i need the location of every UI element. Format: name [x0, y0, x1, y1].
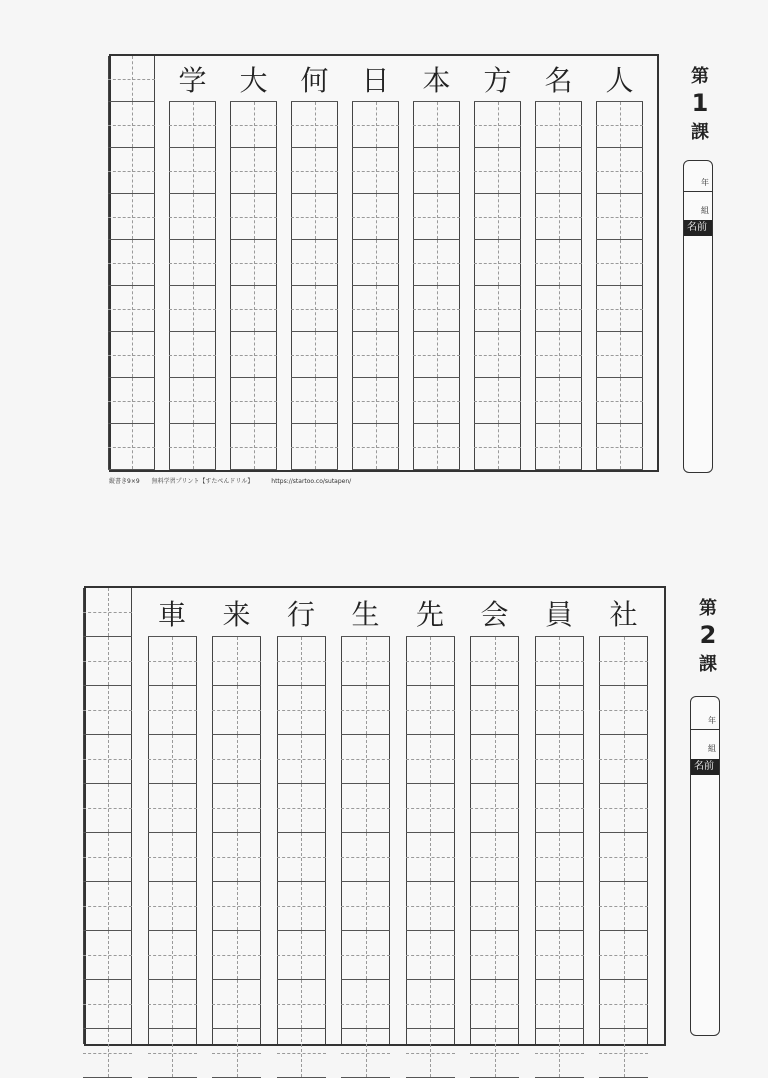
writing-cell[interactable] [535, 686, 584, 735]
writing-cell[interactable] [596, 194, 643, 240]
writing-cell[interactable] [277, 784, 326, 833]
writing-cell[interactable] [413, 378, 460, 424]
writing-column [599, 588, 648, 1044]
writing-cell[interactable] [352, 286, 399, 332]
writing-cell[interactable] [83, 980, 132, 1029]
writing-cell[interactable] [352, 102, 399, 148]
writing-cell[interactable] [108, 378, 155, 424]
lesson-suffix: 課 [691, 122, 709, 143]
writing-column [148, 588, 197, 1044]
class-label: 組 [708, 744, 716, 753]
writing-cell[interactable] [108, 56, 155, 102]
writing-cell[interactable] [406, 980, 455, 1029]
writing-grid [84, 586, 666, 1046]
writing-cell[interactable] [535, 882, 584, 931]
lesson-prefix: 第 [699, 598, 717, 619]
lesson-label [680, 62, 720, 144]
writing-column [474, 56, 521, 470]
writing-cell[interactable] [291, 194, 338, 240]
writing-cell[interactable] [277, 882, 326, 931]
writing-cell[interactable] [291, 286, 338, 332]
writing-cell[interactable] [474, 102, 521, 148]
writing-cell[interactable] [108, 424, 155, 470]
footer-series: 無料学習プリント【すたぺんドリル】 [151, 478, 254, 485]
writing-column [341, 588, 390, 1044]
writing-cell[interactable] [535, 424, 582, 470]
writing-cell[interactable] [352, 240, 399, 286]
writing-cell[interactable] [83, 882, 132, 931]
writing-cell[interactable] [535, 378, 582, 424]
model-character: 車 [157, 597, 186, 631]
writing-cell[interactable] [169, 286, 216, 332]
writing-cell[interactable] [406, 931, 455, 980]
writing-cell[interactable] [148, 980, 197, 1029]
writing-cell[interactable] [413, 240, 460, 286]
writing-cell[interactable] [406, 735, 455, 784]
writing-grid [109, 54, 659, 472]
writing-cell[interactable] [474, 332, 521, 378]
writing-cell[interactable] [474, 378, 521, 424]
writing-cell[interactable] [599, 1029, 648, 1078]
writing-cell[interactable] [599, 686, 648, 735]
lesson-suffix: 課 [699, 654, 717, 675]
writing-cell[interactable] [599, 637, 648, 686]
writing-cell[interactable] [212, 980, 261, 1029]
writing-cell[interactable] [352, 148, 399, 194]
writing-column [352, 56, 399, 470]
writing-cell[interactable] [291, 240, 338, 286]
writing-cell[interactable] [212, 833, 261, 882]
writing-cell[interactable] [148, 784, 197, 833]
writing-cell[interactable] [108, 332, 155, 378]
writing-cell[interactable] [406, 784, 455, 833]
writing-column [277, 588, 326, 1044]
writing-cell[interactable] [83, 784, 132, 833]
writing-cell[interactable] [352, 424, 399, 470]
writing-cell[interactable] [352, 332, 399, 378]
writing-cell[interactable] [277, 686, 326, 735]
model-character: 来 [222, 597, 251, 631]
writing-cell[interactable] [230, 332, 277, 378]
writing-cell[interactable] [406, 637, 455, 686]
writing-cell[interactable] [341, 735, 390, 784]
name-label: 名前 [691, 759, 719, 775]
writing-cell[interactable] [108, 194, 155, 240]
writing-cell[interactable] [169, 148, 216, 194]
footer [109, 476, 361, 485]
writing-cell[interactable] [535, 1029, 584, 1078]
model-character: 行 [286, 597, 315, 631]
writing-cell[interactable] [599, 882, 648, 931]
writing-cell[interactable] [406, 833, 455, 882]
writing-cell[interactable] [212, 1029, 261, 1078]
writing-cell[interactable] [108, 102, 155, 148]
writing-cell[interactable] [535, 240, 582, 286]
lesson-number: 2 [699, 621, 717, 649]
model-character: 人 [605, 64, 634, 97]
writing-cell[interactable] [148, 735, 197, 784]
model-character: 大 [239, 64, 268, 97]
writing-column [212, 588, 261, 1044]
model-character: 日 [361, 64, 390, 97]
lesson-label [688, 594, 728, 676]
writing-cell[interactable] [83, 637, 132, 686]
writing-cell[interactable] [277, 980, 326, 1029]
model-character: 員 [544, 597, 573, 631]
writing-cell[interactable] [535, 931, 584, 980]
writing-cell[interactable] [470, 980, 519, 1029]
writing-cell[interactable] [470, 833, 519, 882]
writing-cell[interactable] [148, 882, 197, 931]
writing-cell[interactable] [474, 424, 521, 470]
writing-cell[interactable] [169, 332, 216, 378]
name-label: 名前 [684, 220, 712, 236]
writing-cell[interactable] [352, 378, 399, 424]
model-character: 社 [609, 597, 638, 631]
writing-cell[interactable] [291, 378, 338, 424]
writing-cell[interactable] [535, 332, 582, 378]
model-character: 先 [415, 597, 444, 631]
writing-cell[interactable] [212, 882, 261, 931]
writing-cell[interactable] [230, 378, 277, 424]
writing-cell[interactable] [599, 784, 648, 833]
writing-cell[interactable] [470, 931, 519, 980]
writing-cell[interactable] [599, 735, 648, 784]
writing-cell[interactable] [470, 686, 519, 735]
writing-cell[interactable] [474, 148, 521, 194]
writing-cell[interactable] [413, 102, 460, 148]
writing-cell[interactable] [169, 378, 216, 424]
writing-cell[interactable] [169, 240, 216, 286]
model-character: 何 [300, 64, 329, 97]
writing-cell[interactable] [341, 980, 390, 1029]
writing-cell[interactable] [108, 286, 155, 332]
writing-cell[interactable] [230, 240, 277, 286]
writing-cell[interactable] [474, 286, 521, 332]
writing-cell[interactable] [230, 102, 277, 148]
writing-cell[interactable] [230, 194, 277, 240]
lesson-number: 1 [691, 89, 709, 117]
writing-column [535, 588, 584, 1044]
writing-column [596, 56, 643, 470]
writing-cell[interactable] [413, 424, 460, 470]
writing-cell[interactable] [212, 784, 261, 833]
writing-cell[interactable] [470, 735, 519, 784]
writing-cell[interactable] [230, 286, 277, 332]
model-character: 名 [544, 64, 573, 97]
writing-cell[interactable] [212, 931, 261, 980]
writing-column [291, 56, 338, 470]
writing-cell[interactable] [596, 102, 643, 148]
writing-cell[interactable] [212, 637, 261, 686]
writing-cell[interactable] [277, 735, 326, 784]
writing-cell[interactable] [148, 1029, 197, 1078]
writing-cell[interactable] [230, 148, 277, 194]
writing-cell[interactable] [341, 833, 390, 882]
writing-cell[interactable] [599, 980, 648, 1029]
writing-cell[interactable] [148, 637, 197, 686]
model-character: 会 [480, 597, 509, 631]
writing-cell[interactable] [341, 686, 390, 735]
writing-cell[interactable] [291, 424, 338, 470]
writing-cell[interactable] [535, 784, 584, 833]
writing-cell[interactable] [596, 148, 643, 194]
writing-cell[interactable] [212, 735, 261, 784]
footer-url: https://startoo.co/sutapen/ [271, 478, 352, 485]
writing-cell[interactable] [108, 240, 155, 286]
footer-title: 縦書き9×9 [109, 478, 140, 485]
writing-cell[interactable] [148, 686, 197, 735]
writing-cell[interactable] [277, 931, 326, 980]
writing-cell[interactable] [291, 148, 338, 194]
writing-cell[interactable] [535, 735, 584, 784]
writing-cell[interactable] [341, 882, 390, 931]
model-character: 生 [351, 597, 380, 631]
writing-cell[interactable] [148, 931, 197, 980]
writing-column [413, 56, 460, 470]
writing-cell[interactable] [535, 833, 584, 882]
blank-column [83, 588, 132, 1044]
writing-cell[interactable] [413, 286, 460, 332]
writing-cell[interactable] [83, 931, 132, 980]
writing-cell[interactable] [169, 102, 216, 148]
model-character: 方 [483, 64, 512, 97]
year-label: 年 [708, 716, 716, 725]
writing-column [230, 56, 277, 470]
writing-cell[interactable] [535, 102, 582, 148]
lesson-prefix: 第 [691, 66, 709, 87]
writing-cell[interactable] [83, 1029, 132, 1078]
writing-cell[interactable] [470, 637, 519, 686]
writing-cell[interactable] [230, 424, 277, 470]
writing-cell[interactable] [83, 833, 132, 882]
writing-cell[interactable] [474, 194, 521, 240]
writing-column [169, 56, 216, 470]
writing-cell[interactable] [212, 686, 261, 735]
writing-column [535, 56, 582, 470]
writing-cell[interactable] [535, 637, 584, 686]
writing-cell[interactable] [277, 1029, 326, 1078]
writing-cell[interactable] [596, 424, 643, 470]
writing-cell[interactable] [341, 931, 390, 980]
writing-cell[interactable] [169, 424, 216, 470]
writing-cell[interactable] [535, 194, 582, 240]
writing-cell[interactable] [406, 1029, 455, 1078]
model-character: 学 [178, 64, 207, 97]
writing-cell[interactable] [535, 148, 582, 194]
writing-cell[interactable] [341, 784, 390, 833]
writing-cell[interactable] [406, 686, 455, 735]
writing-cell[interactable] [83, 735, 132, 784]
writing-cell[interactable] [596, 240, 643, 286]
writing-cell[interactable] [341, 637, 390, 686]
writing-cell[interactable] [352, 194, 399, 240]
writing-cell[interactable] [341, 1029, 390, 1078]
writing-cell[interactable] [599, 833, 648, 882]
writing-cell[interactable] [277, 833, 326, 882]
writing-cell[interactable] [470, 1029, 519, 1078]
writing-cell[interactable] [599, 931, 648, 980]
writing-cell[interactable] [413, 148, 460, 194]
writing-cell[interactable] [169, 194, 216, 240]
model-character: 本 [422, 64, 451, 97]
writing-column [406, 588, 455, 1044]
writing-cell[interactable] [406, 882, 455, 931]
writing-cell[interactable] [596, 286, 643, 332]
writing-cell[interactable] [277, 637, 326, 686]
writing-cell[interactable] [291, 102, 338, 148]
blank-column [108, 56, 155, 470]
writing-cell[interactable] [535, 286, 582, 332]
writing-cell[interactable] [413, 194, 460, 240]
writing-cell[interactable] [83, 686, 132, 735]
year-label: 年 [701, 178, 709, 187]
name-box[interactable] [683, 160, 713, 473]
writing-cell[interactable] [413, 332, 460, 378]
writing-cell[interactable] [291, 332, 338, 378]
writing-cell[interactable] [596, 332, 643, 378]
writing-cell[interactable] [470, 882, 519, 931]
name-box[interactable] [690, 696, 720, 1036]
writing-column [470, 588, 519, 1044]
writing-cell[interactable] [535, 980, 584, 1029]
writing-cell[interactable] [596, 378, 643, 424]
writing-cell[interactable] [83, 588, 132, 637]
writing-cell[interactable] [108, 148, 155, 194]
writing-cell[interactable] [148, 833, 197, 882]
class-label: 組 [701, 206, 709, 215]
writing-cell[interactable] [470, 784, 519, 833]
writing-cell[interactable] [474, 240, 521, 286]
